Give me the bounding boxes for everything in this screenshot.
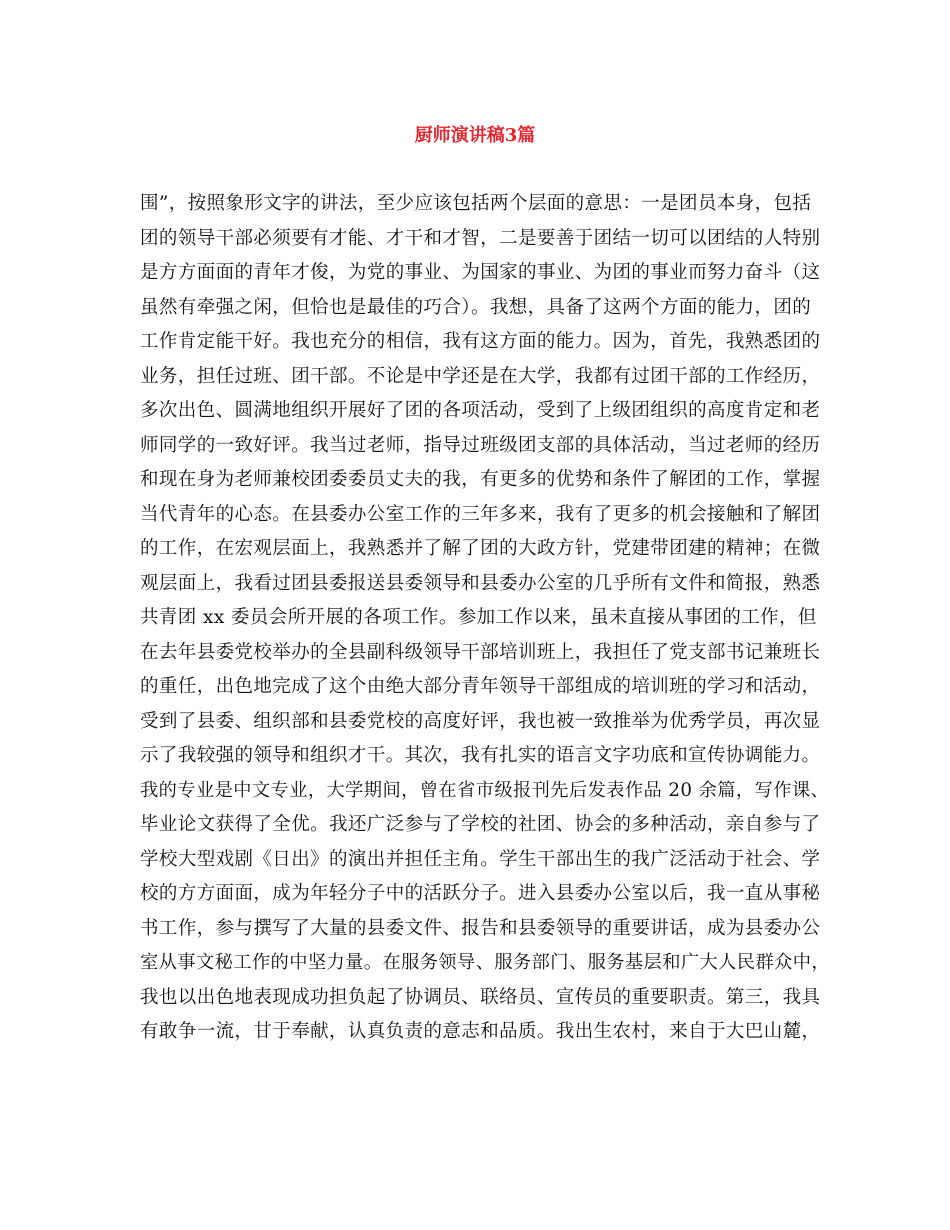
- text-line: 书工作，参与撰写了大量的县委文件、报告和县委领导的重要讲话，成为县委办公: [140, 917, 821, 939]
- text-line: 我也以出色地表现成功担负起了协调员、联络员、宣传员的重要职责。第三，我具: [140, 986, 821, 1008]
- text-line: 的重任，出色地完成了这个由绝大部分青年领导干部组成的培训班的学习和活动，: [140, 676, 821, 697]
- text-line: 校的方方面面，成为年轻分子中的活跃分子。进入县委办公室以后，我一直从事秘: [140, 883, 821, 904]
- text-line: 示了我较强的领导和组织才干。其次，我有扎实的语言文字功底和宣传协调能力。: [140, 745, 821, 766]
- text-line: 受到了县委、组织部和县委党校的高度好评，我也被一致推举为优秀学员，再次显: [140, 710, 821, 732]
- body-paragraph: [140, 187, 831, 1050]
- text-line: 共青团 xx 委员会所开展的各项工作。参加工作以来，虽未直接从事团的工作，但: [140, 607, 817, 628]
- text-line: 观层面上，我看过团县委报送县委领导和县委办公室的几乎所有文件和简报，熟悉: [140, 572, 821, 594]
- text-line: 当代青年的心态。在县委办公室工作的三年多来，我有了更多的机会接触和了解团: [140, 503, 821, 525]
- text-line: 室从事文秘工作的中坚力量。在服务领导、服务部门、服务基层和广大人民群众中，: [140, 952, 831, 973]
- text-line: 学校大型戏剧《日出》的演出并担任主角。学生干部出生的我广泛活动于社会、学: [140, 848, 821, 870]
- text-line: 师同学的一致好评。我当过老师，指导过班级团支部的具体活动，当过老师的经历: [140, 434, 821, 456]
- text-line: 是方方面面的青年才俊，为党的事业、为国家的事业、为团的事业而努力奋斗（这: [140, 262, 821, 283]
- text-line: 工作肯定能干好。我也充分的相信，我有这方面的能力。因为，首先，我熟悉团的: [140, 331, 821, 352]
- text-line: 我的专业是中文专业，大学期间，曾在省市级报刊先后发表作品 20 余篇，写作课、: [140, 779, 830, 801]
- text-line: 围”，按照象形文字的讲法，至少应该包括两个层面的意思：一是团员本身，包括: [140, 193, 812, 214]
- text-line: 团的领导干部必须要有才能、才干和才智，二是要善于团结一切可以团结的人特别: [140, 227, 821, 249]
- text-line: 业务，担任过班、团干部。不论是中学还是在大学，我都有过团干部的工作经历，: [140, 365, 821, 387]
- text-line: 的工作，在宏观层面上，我熟悉并了解了团的大政方针，党建带团建的精神；在微: [140, 538, 821, 559]
- text-line: 和现在身为老师兼校团委委员丈夫的我，有更多的优势和条件了解团的工作，掌握: [140, 469, 821, 490]
- text-line: 在去年县委党校举办的全县副科级领导干部培训班上，我担任了党支部书记兼班长: [140, 641, 821, 663]
- text-line: 虽然有牵强之闲，但恰也是最佳的巧合）。我想，具备了这两个方面的能力，团的: [140, 296, 812, 318]
- text-line: 多次出色、圆满地组织开展好了团的各项活动，受到了上级团组织的高度肯定和老: [140, 400, 821, 421]
- text-line: 毕业论文获得了全优。我还广泛参与了学校的社团、协会的多种活动，亲自参与了: [140, 814, 821, 835]
- page-title: 厨师演讲稿3篇: [414, 125, 536, 146]
- text-line: 有敢争一流，甘于奉献，认真负责的意志和品质。我出生农村，来自于大巴山麓，: [140, 1021, 821, 1042]
